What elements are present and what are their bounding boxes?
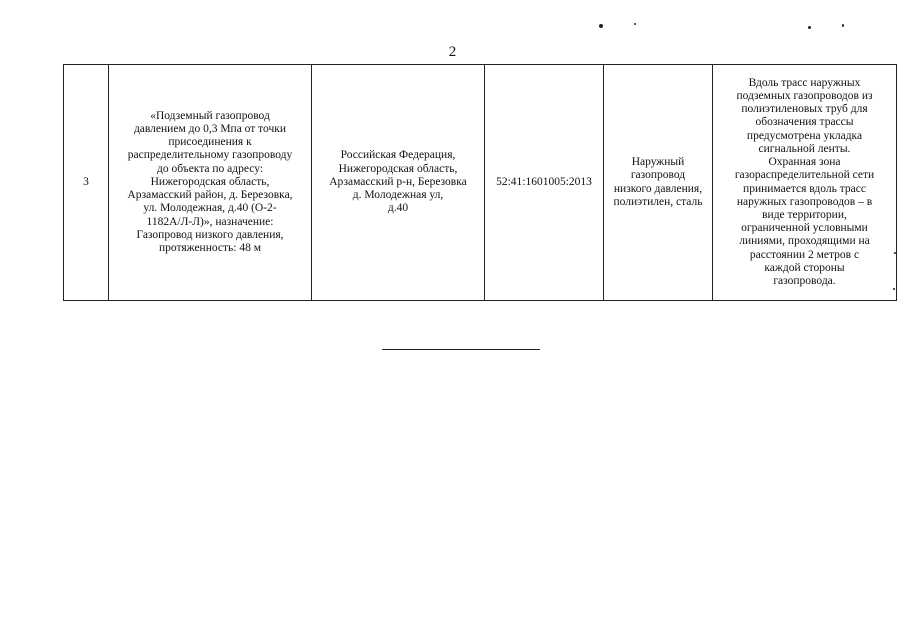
object-description-cell	[109, 65, 312, 301]
zone-line: сигнальной ленты.	[758, 142, 851, 155]
description-line: распределительному газопроводу	[127, 149, 293, 162]
scan-speck	[634, 23, 636, 25]
scan-speck	[842, 24, 844, 27]
zone-line: расстоянии 2 метров с	[749, 248, 860, 261]
description-line: 1182А/Л-Л)», назначение:	[146, 215, 274, 228]
scan-speck	[599, 24, 603, 28]
separator-line	[382, 349, 540, 350]
zone-line: виде территории,	[762, 208, 847, 221]
protection-zone-cell	[713, 65, 897, 301]
cadastral-number-cell: 52:41:1601005:2013	[485, 65, 604, 301]
table-row	[64, 65, 897, 301]
scan-speck	[808, 26, 811, 29]
row-index-cell: 3	[64, 65, 109, 301]
description-line: ул. Молодежная, д.40 (О-2-	[143, 202, 277, 215]
zone-line: каждой стороны	[764, 261, 845, 274]
pipeline-type-cell	[604, 65, 713, 301]
type-line: газопровод	[630, 169, 686, 182]
address-line: Российская Федерация,	[340, 149, 456, 162]
description-line: Нижегородская область,	[150, 175, 270, 188]
zone-line: подземных газопроводов из	[736, 90, 873, 103]
description-line: Газопровод низкого давления,	[136, 228, 284, 241]
type-line: Наружный	[631, 156, 685, 169]
description-line: Арзамасский район, д. Березовка,	[127, 189, 293, 202]
description-line: до объекта по адресу:	[156, 162, 264, 175]
type-line: полиэтилен, сталь	[613, 195, 703, 208]
zone-line: обозначения трассы	[755, 116, 854, 129]
description-line: давлением до 0,3 Мпа от точки	[133, 123, 287, 136]
description-line: протяженность: 48 м	[158, 241, 261, 254]
address-cell	[312, 65, 485, 301]
zone-line: наружных газопроводов – в	[736, 195, 873, 208]
zone-line: линиями, проходящими на	[739, 235, 870, 248]
zone-line: полиэтиленовых труб для	[741, 103, 868, 116]
scan-speck	[894, 252, 896, 254]
address-line: Арзамасский р-н, Березовка	[329, 175, 467, 188]
type-line: низкого давления,	[613, 182, 703, 195]
address-line: д. Молодежная ул,	[352, 189, 444, 202]
registry-table	[63, 64, 897, 301]
zone-line: принимается вдоль трасс	[743, 182, 866, 195]
description-line: «Подземный газопровод	[150, 109, 270, 122]
zone-line: ограниченной условными	[741, 222, 868, 235]
address-line: д.40	[387, 202, 409, 215]
description-line: присоединения к	[168, 136, 252, 149]
address-line: Нижегородская область,	[338, 162, 458, 175]
zone-line: Охранная зона	[768, 156, 841, 169]
zone-line: Вдоль трасс наружных	[748, 76, 861, 89]
zone-line: газопровода.	[773, 274, 836, 287]
scan-speck	[893, 288, 895, 290]
zone-line: газораспределительной сети	[734, 169, 875, 182]
zone-line: предусмотрена укладка	[746, 129, 863, 142]
page-number: 2	[448, 44, 457, 60]
